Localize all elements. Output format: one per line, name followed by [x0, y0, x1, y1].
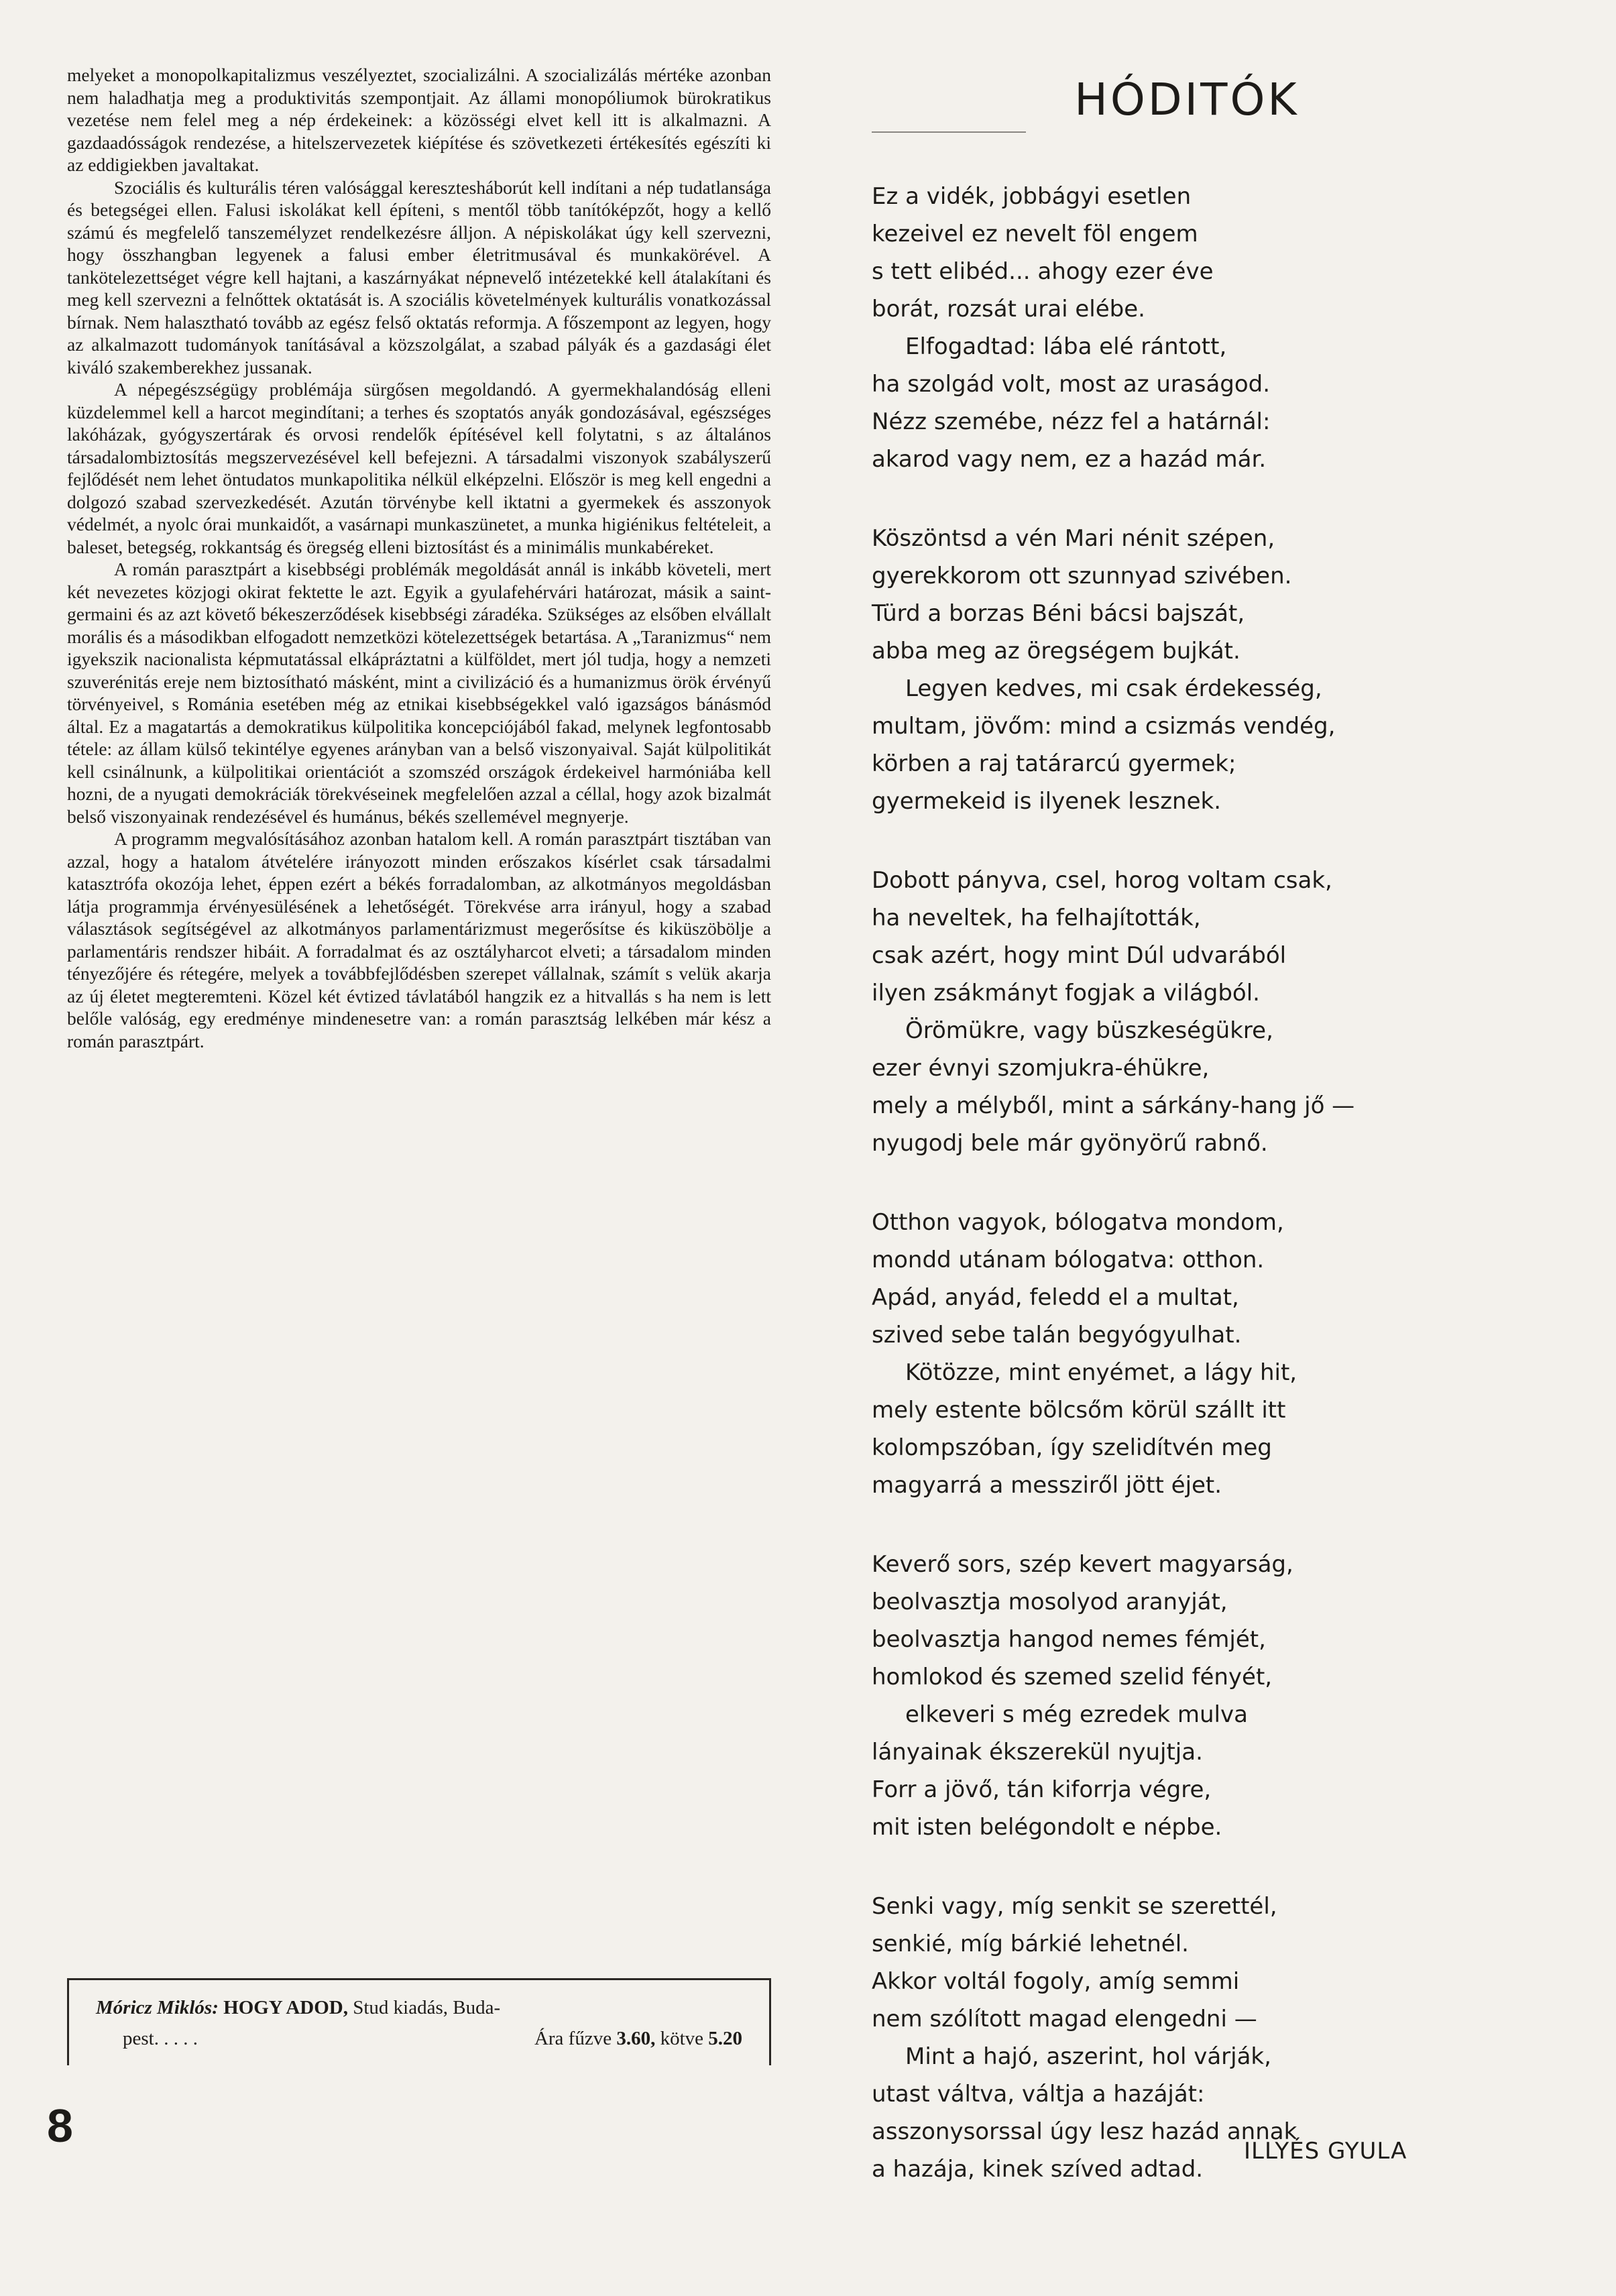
poem-line: mely a mélyből, mint a sárkány-hang jő —	[872, 1092, 1355, 1119]
poem-body	[872, 178, 1542, 2230]
poem-line: Elfogadtad: lába elé rántott,	[905, 333, 1227, 360]
title-rule	[872, 131, 1026, 133]
book-advertisement	[67, 1978, 771, 2065]
poem-line: kezeivel ez nevelt föl engem	[872, 221, 1198, 247]
poem-line: nyugodj bele már gyönyörű rabnő.	[872, 1130, 1268, 1157]
poem-stanza	[872, 1888, 1542, 2188]
ad-dots: . . . .	[164, 2028, 198, 2049]
poem-line: mondd utánam bólogatva: otthon.	[872, 1247, 1265, 1273]
poem-line: gyerekkorom ott szunnyad szivében.	[872, 563, 1292, 589]
poem-line: Mint a hajó, aszerint, hol várják,	[905, 2043, 1271, 2070]
page-number: 8	[47, 2100, 73, 2152]
poem-line: Senki vagy, míg senkit se szerettél,	[872, 1893, 1277, 1920]
poem-line: beolvasztja hangod nemes fémjét,	[872, 1626, 1266, 1653]
poem-line: utast váltva, váltja a hazáját:	[872, 2081, 1205, 2108]
poem-line: Nézz szemébe, nézz fel a határnál:	[872, 408, 1271, 435]
poem-line: Ez a vidék, jobbágyi esetlen	[872, 183, 1192, 210]
poem-line: ha szolgád volt, most az uraságod.	[872, 371, 1271, 398]
article-paragraph: A programm megvalósításához azonban hatalom kell. A román parasztpárt tisztában van azzal, hogy a hatalom átvételére irányozott minden erőszakos kísérlet csak társadalmi katasztrófa okozója lehet, éppen ezért a békés forradalomban, az alkotmányos megoldásban látja programmja érvényesülésének a lehetőségét. Törekvése arra irányul, hogy a szabad választások segítségével az alkotmányos parlamentárizmust megerősítse és kiküszöbölje a parlamentáris rendszer hibáit. A forradalmat és az osztályharcot elveti; a társadalom minden tényezőjére és rétegére, melyek a továbbfejlődésben szerepet vállalnak, számít s velük akarja az új életet megteremteni. Közel két évtized távlatából hangzik ez a hitvallás s ha nem is lett belőle valóság, egy eredménye mindenesetre van: a román parasztság lelkében már kész a román parasztpárt.	[67, 828, 771, 1051]
ad-price-hard-label: kötve	[660, 2028, 703, 2049]
poem-line: asszonysorssal úgy lesz hazád annak	[872, 2118, 1297, 2145]
poem-line: senkié, míg bárkié lehetnél.	[872, 1931, 1189, 1957]
poem-line: Köszöntsd a vén Mari nénit szépen,	[872, 525, 1275, 552]
ad-city-end: pest.	[123, 2028, 159, 2049]
poem-line: ha neveltek, ha felhajították,	[872, 905, 1201, 931]
poem-stanza	[872, 1204, 1542, 1504]
article-paragraph: melyeket a monopolkapitalizmus veszélyeztet, szocializálni. A szocializálás mértéke azonban nem haladhatja meg a produktivitás szempontjait. Az állami monopóliumok bürokratikus vezetése nem felel meg a nép érdekeinek: a közösségi elvet kell itt is alkalmazni. A gazdaadósságok rendezése, a hitelszervezetek kiépítése és szövetkezeti értékesítés egészíti ki az eddigiekben javaltakat.	[67, 64, 771, 175]
ad-line-2	[96, 2023, 742, 2054]
poem-line: Apád, anyád, feledd el a multat,	[872, 1284, 1239, 1311]
poem-line: gyermekeid is ilyenek lesznek.	[872, 788, 1222, 815]
poem-line: beolvasztja mosolyod aranyját,	[872, 1589, 1228, 1615]
ad-book-title: HOGY ADOD,	[223, 1997, 348, 2018]
poem-line: mit isten belégondolt e népbe.	[872, 1814, 1222, 1841]
poem-stanza	[872, 178, 1542, 478]
poem-line: borát, rozsát urai elébe.	[872, 296, 1145, 323]
poem-stanza	[872, 520, 1542, 820]
article-paragraph: Szociális és kulturális téren valósággal keresztesháborút kell indítani a nép tudatlansága és betegségei ellen. Falusi iskolákat kell építeni, s mentől több tanítóképzőt, hogy a kellő számú és megfelelő tanszemélyzet rendelkezésre álljon. A népiskolákat úgy kell szervezni, hogy összhangban legyenek a falusi ember életritmusával és munkakörével. A tankötelezettséget végre kell hajtani, a kaszárnyákat népnevelő intézetekké kell átalakítani és meg kell szervezni a felnőttek oktatását is. A szociális követelmények kulturális vonatkozással bírnak. Nem halasztható tovább az egész felső oktatás reformja. A főszempont az legyen, hogy az alkalmazott tudományok tanításával a közszolgálat, a szabad pályák és a gazdasági élet kiváló szakemberekhez jussanak.	[67, 176, 771, 378]
poem-line: körben a raj tatárarcú gyermek;	[872, 750, 1236, 777]
poem-line: magyarrá a messziről jött éjet.	[872, 1472, 1222, 1499]
poem-line: abba meg az öregségem bujkát.	[872, 638, 1240, 665]
ad-price-label: Ára fűzve	[534, 2028, 612, 2049]
poem-line: Akkor voltál fogoly, amíg semmi	[872, 1968, 1240, 1995]
poem-stanza	[872, 1546, 1542, 1846]
poem-line: lányainak ékszerekül nyujtja.	[872, 1739, 1203, 1766]
poem-line: szived sebe talán begyógyulhat.	[872, 1322, 1242, 1348]
poem-line: Örömükre, vagy büszkeségükre,	[905, 1017, 1273, 1044]
ad-author: Móricz Miklós:	[96, 1997, 219, 2018]
poem-line: Kötözze, mint enyémet, a lágy hit,	[905, 1359, 1297, 1386]
poem-line: Türd a borzas Béni bácsi bajszát,	[872, 600, 1245, 627]
article-paragraph: A román parasztpárt a kisebbségi problémák megoldását annál is inkább követeli, mert két nevezetes közjogi okirat fektette le azt. Egyik a gyulafehérvári határozat, másik a saint-germaini és az azt követő békeszerződések kisebbségi záradéka. Szükséges az elsőben elvállalt morális és a másodikban elfogadott nemzetközi kötelezettségek betartása. A „Taranizmus“ nem igyekszik nacionalista képmutatással elkápráztatni a külföldet, mert jól tudja, hogy a nemzeti szuverénitás ereje nem biztosítható másként, mint a civilizáció és a humanizmus örök érvényű törvényeivel, s Románia esetében még az etnikai kisebbségekkel való igazságos bánásmód által. Ez a magatartás a demokratikus külpolitika koncepciójából fakad, melynek legfontosabb tétele: az állam külső tekintélye egyenes arányban van a belső viszonyaival. Saját külpolitikát kell csinálnunk, a külpolitikai orientációt a szomszéd országok érdekeivel harmóniába kell hozni, de a nyugati demokráciák törekvéseinek megfelelően azzal a céllal, hogy azok bizalmát belső viszonyainak rendezésével és humánus, békés szellemével megnyerje.	[67, 559, 771, 827]
article-column	[67, 64, 771, 1052]
poem-line: a hazája, kinek szíved adtad.	[872, 2156, 1204, 2183]
poem-line: akarod vagy nem, ez a hazád már.	[872, 446, 1267, 473]
poem-line: ezer évnyi szomjukra-éhükre,	[872, 1055, 1210, 1082]
poem-line: Otthon vagyok, bólogatva mondom,	[872, 1209, 1284, 1236]
poem-line: multam, jövőm: mind a csizmás vendég,	[872, 713, 1336, 740]
poem-line: kolompszóban, így szelidítvén meg	[872, 1434, 1272, 1461]
ad-line-1	[96, 1992, 742, 2023]
poem-line: nem szólított magad elengedni —	[872, 2006, 1257, 2032]
poet-signature: ILLYÉS GYULA	[1244, 2138, 1407, 2165]
poem-line: homlokod és szemed szelid fényét,	[872, 1664, 1273, 1690]
poem-line: mely estente bölcsőm körül szállt itt	[872, 1397, 1286, 1424]
poem-line: ilyen zsákmányt fogjak a világból.	[872, 980, 1260, 1007]
poem-line: Forr a jövő, tán kiforrja végre,	[872, 1776, 1212, 1803]
poem-line: csak azért, hogy mint Dúl udvarából	[872, 942, 1287, 969]
poem-title: HÓDITÓK	[1074, 74, 1300, 125]
poem-line: Dobott pányva, csel, horog voltam csak,	[872, 867, 1332, 894]
ad-price-soft: 3.60,	[616, 2028, 656, 2049]
poem-line: s tett elibéd... ahogy ezer éve	[872, 258, 1214, 285]
ad-publisher: Stud kiadás, Buda-	[353, 1997, 501, 2018]
poem-line: Keverő sors, szép kevert magyarság,	[872, 1551, 1293, 1578]
poem-stanza	[872, 862, 1542, 1162]
ad-price-hard: 5.20	[708, 2028, 742, 2049]
poem-line: elkeveri s még ezredek mulva	[905, 1701, 1248, 1728]
article-paragraph: A népegészségügy problémája sürgősen megoldandó. A gyermekhalandóság elleni küzdelemmel kell a harcot megindítani; a terhes és szoptatós anyák gondozásával, egészséges lakóházak, gyógyszertárak és orvosi rendelők építésével kell folytatni, s az általános társadalombiztosítás megszervezésével kell befejezni. A társadalmi viszonyok szabályszerű fejlődését nem lehet öntudatos munkapolitika nélkül elképzelni. Először is meg kell engedni a dolgozó szabad szervezkedését. Azután törvénybe kell iktatni a gyermekek és asszonyok védelmét, a nyolc órai munkaidőt, a vasárnapi munkaszünetet, a munka higiénikus feltételeit, a baleset, betegség, rokkantság és öregség elleni biztosítást és a minimális munkabéreket.	[67, 379, 771, 557]
poem-line: Legyen kedves, mi csak érdekesség,	[905, 675, 1322, 702]
